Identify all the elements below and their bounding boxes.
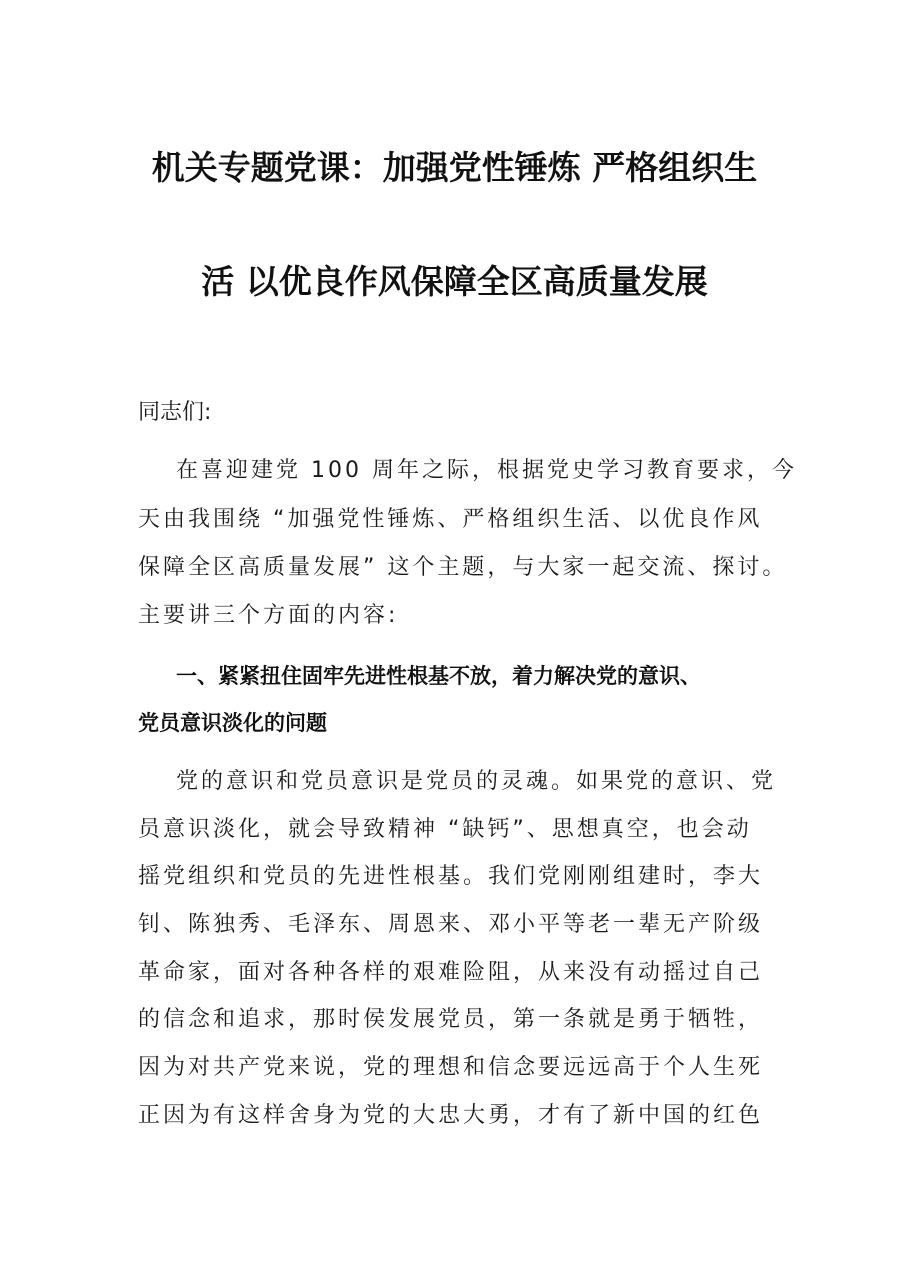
intro-line: 在喜迎建党 100 周年之际，根据党史学习教育要求，今 <box>176 458 797 483</box>
section-1-body-line: 摇党组织和党员的先进性根基。我们党刚刚组建时，李大 <box>138 864 764 889</box>
section-1-body-line: 正因为有这样舍身为党的大忠大勇，才有了新中国的红色 <box>138 1103 764 1128</box>
section-1-body-line: 员意识淡化，就会导致精神 “缺钙”、思想真空，也会动 <box>138 817 752 842</box>
intro-line: 主要讲三个方面的内容: <box>138 603 399 628</box>
section-1-body-line: 的信念和追求，那时侯发展党员，第一条就是勇于牺牲， <box>138 1007 764 1032</box>
intro-line: 保障全区高质量发展” 这个主题，与大家一起交流、探讨。 <box>138 555 788 580</box>
document-title-line-1: 机关专题党课：加强党性锤炼 严格组织生 <box>151 148 758 187</box>
section-1-body-line: 钊、陈独秀、毛泽东、周恩来、邓小平等老一辈无产阶级 <box>138 912 764 937</box>
section-1-body-line: 党的意识和党员意识是党员的灵魂。如果党的意识、党 <box>176 769 777 794</box>
document-title-line-2: 活 以优良作风保障全区高质量发展 <box>201 262 708 301</box>
section-1-body-line: 革命家，面对各种各样的艰难险阻，从来没有动摇过自己 <box>138 960 764 985</box>
section-1-heading-line: 一、紧紧扭住固牢先进性根基不放，着力解决党的意识、 <box>176 664 701 688</box>
intro-line: 天由我围绕 “加强党性锤炼、严格组织生活、以优良作风 <box>138 507 763 532</box>
section-1-heading-line: 党员意识淡化的问题 <box>138 711 327 735</box>
salutation: 同志们: <box>138 400 212 425</box>
section-1-body-line: 因为对共产党来说，党的理想和信念要远远高于个人生死 <box>138 1055 764 1080</box>
